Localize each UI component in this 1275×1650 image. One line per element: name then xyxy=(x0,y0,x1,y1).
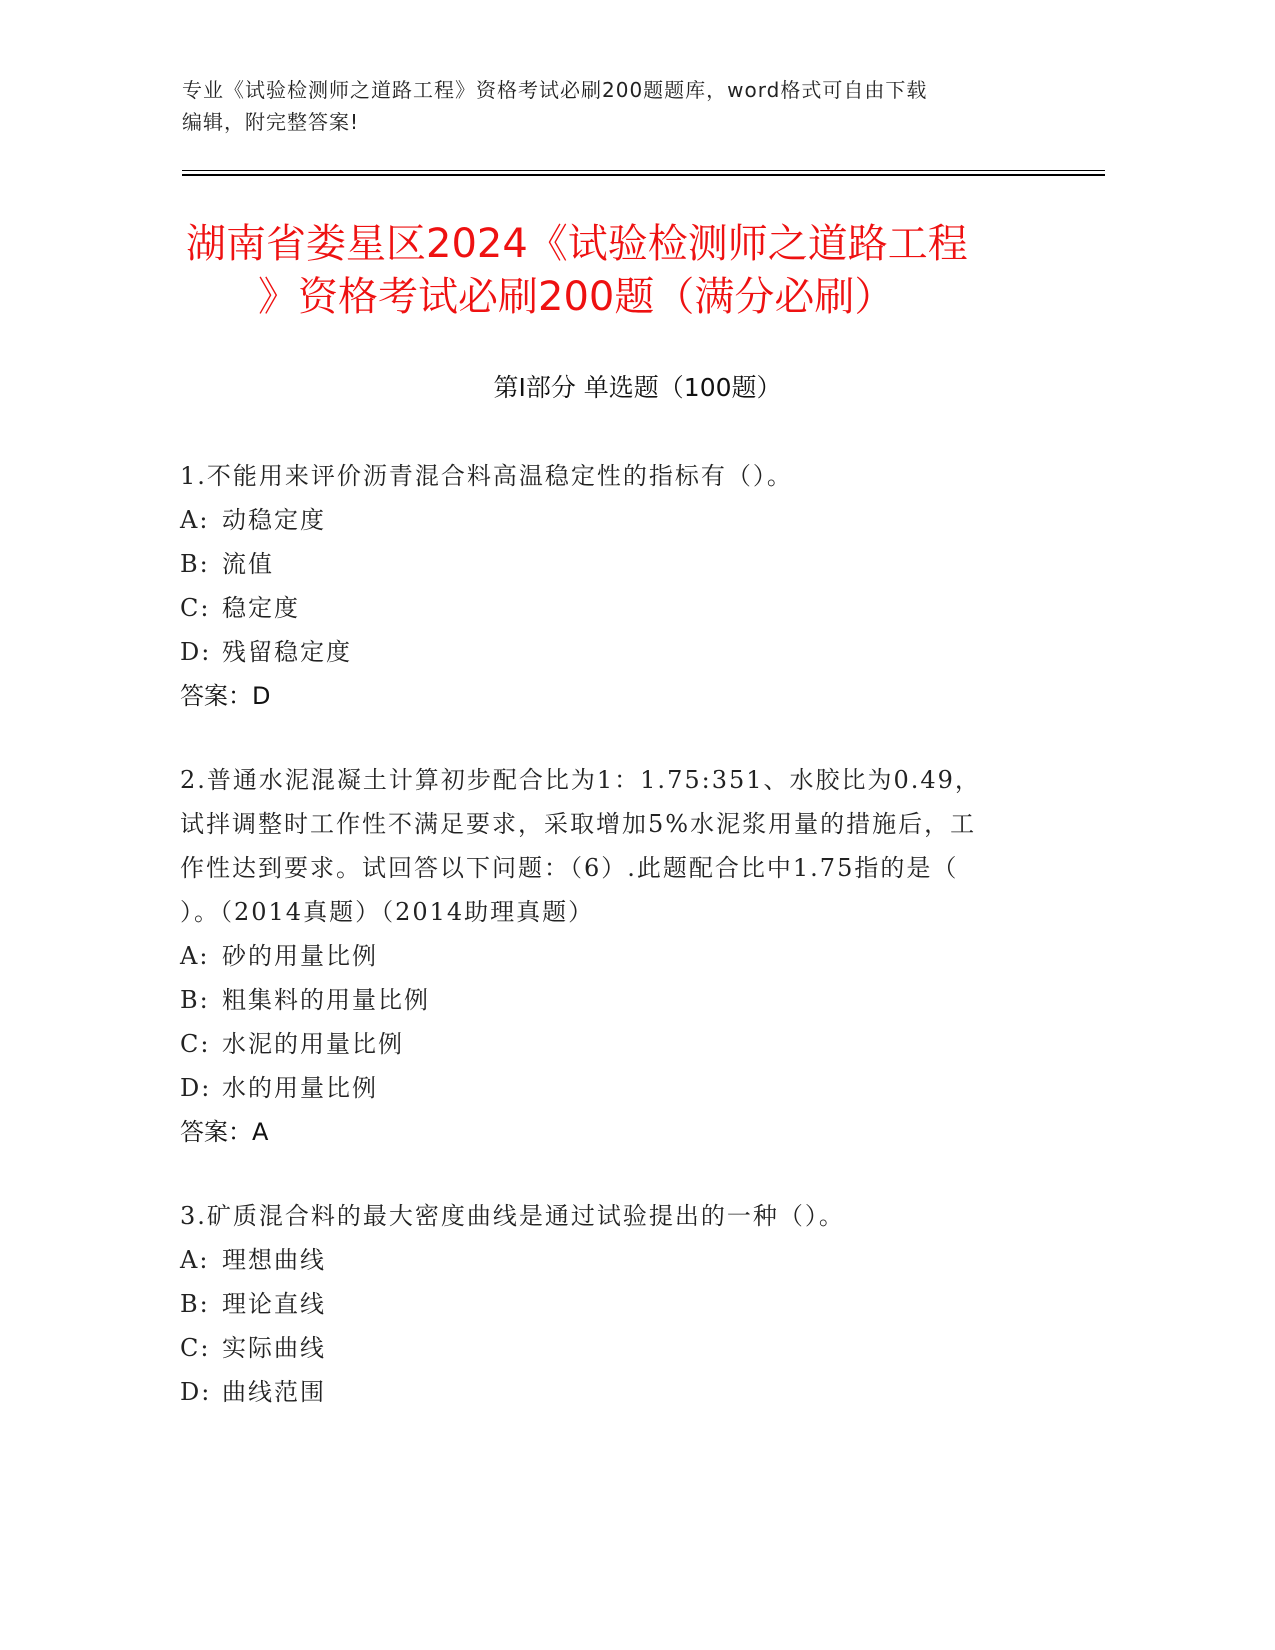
option-d xyxy=(180,630,1040,674)
option-text: 残留稳定度 xyxy=(222,638,352,666)
option-letter: A: xyxy=(180,1246,210,1274)
question-2 xyxy=(180,758,1040,1154)
option-text: 流值 xyxy=(222,550,274,578)
option-letter: B: xyxy=(180,1290,210,1318)
option-letter: C: xyxy=(180,1030,211,1058)
section-heading: 第Ⅰ部分 单选题（100题） xyxy=(493,373,782,402)
option-a xyxy=(180,934,1040,978)
option-letter: D: xyxy=(180,638,212,666)
header-note-line2: 编辑，附完整答案! xyxy=(182,110,360,134)
header-rule-thick xyxy=(182,174,1105,176)
option-c xyxy=(180,586,1040,630)
document-title xyxy=(182,218,1105,324)
option-b xyxy=(180,1282,1040,1326)
document-title-line2: 》资格考试必刷200题（满分必刷） xyxy=(258,274,895,320)
option-letter: D: xyxy=(180,1378,212,1406)
option-letter: B: xyxy=(180,986,210,1014)
option-c xyxy=(180,1022,1040,1066)
option-text: 稳定度 xyxy=(222,594,300,622)
question-3 xyxy=(180,1194,1040,1414)
option-letter: A: xyxy=(180,506,210,534)
option-a xyxy=(180,1238,1040,1282)
option-text: 水泥的用量比例 xyxy=(222,1030,404,1058)
option-b xyxy=(180,978,1040,1022)
option-d xyxy=(180,1066,1040,1110)
question-stem-line4: ）。（2014真题）（2014助理真题） xyxy=(180,898,595,926)
option-letter: C: xyxy=(180,594,211,622)
option-text: 理论直线 xyxy=(222,1290,326,1318)
option-text: 动稳定度 xyxy=(222,506,326,534)
option-text: 曲线范围 xyxy=(222,1378,326,1406)
option-d xyxy=(180,1370,1040,1414)
question-1 xyxy=(180,454,1040,718)
option-letter: C: xyxy=(180,1334,211,1362)
answer: 答案：D xyxy=(180,682,271,710)
option-b xyxy=(180,542,1040,586)
question-stem-line3: 作性达到要求。试回答以下问题：（6）.此题配合比中1.75指的是（ xyxy=(180,854,959,882)
option-letter: B: xyxy=(180,550,210,578)
header-rule-thin xyxy=(182,170,1105,171)
header-note-line1: 专业《试验检测师之道路工程》资格考试必刷200题题库，word格式可自由下载 xyxy=(182,78,928,102)
option-text: 砂的用量比例 xyxy=(222,942,378,970)
option-a xyxy=(180,498,1040,542)
question-stem: 1.不能用来评价沥青混合料高温稳定性的指标有（）。 xyxy=(180,462,793,490)
question-stem-line2: 试拌调整时工作性不满足要求，采取增加5%水泥浆用量的措施后，工 xyxy=(180,810,977,838)
option-text: 粗集料的用量比例 xyxy=(222,986,430,1014)
document-title-line1: 湖南省娄星区2024《试验检测师之道路工程 xyxy=(186,221,968,267)
question-stem: 3.矿质混合料的最大密度曲线是通过试验提出的一种（）。 xyxy=(180,1202,845,1230)
option-c xyxy=(180,1326,1040,1370)
header-note xyxy=(182,74,1082,138)
option-text: 水的用量比例 xyxy=(222,1074,378,1102)
option-letter: D: xyxy=(180,1074,212,1102)
option-text: 理想曲线 xyxy=(222,1246,326,1274)
option-text: 实际曲线 xyxy=(222,1334,326,1362)
answer: 答案：A xyxy=(180,1118,269,1146)
option-letter: A: xyxy=(180,942,210,970)
question-stem-line1: 2.普通水泥混凝土计算初步配合比为1：1.75:351、水胶比为0.49， xyxy=(180,766,981,794)
